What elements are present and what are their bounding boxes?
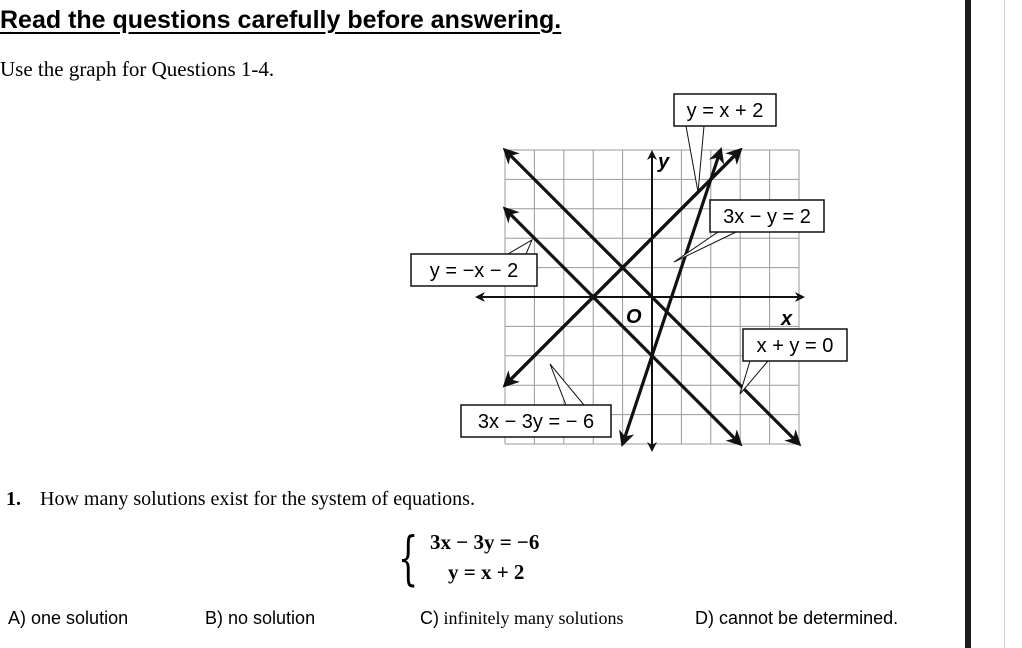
origin-label: O <box>626 306 642 328</box>
page-border-bar <box>965 0 971 648</box>
choice-d[interactable] <box>695 608 898 629</box>
coordinate-graph <box>400 84 860 464</box>
page-heading: Read the questions carefully before answering. <box>0 6 562 34</box>
choice-a[interactable] <box>8 608 128 629</box>
line-label-1 <box>674 94 776 126</box>
callout-pointer <box>508 240 532 254</box>
label-text: y = −x − 2 <box>429 260 519 282</box>
label-text: 3x − 3y = − 6 <box>477 411 595 433</box>
choice-letter: C) <box>420 608 439 628</box>
question-number: 1. <box>6 488 21 510</box>
line-label-2 <box>710 200 824 232</box>
choice-letter: D) <box>695 608 714 628</box>
equation-1: 3x − 3y = −6 <box>430 530 540 554</box>
equation-2: y = x + 2 <box>448 560 525 584</box>
question-text: How many solutions exist for the system of equations. <box>40 488 475 510</box>
callout-pointer <box>674 232 736 262</box>
line-label-3 <box>411 254 537 286</box>
label-text: x + y = 0 <box>756 335 834 357</box>
page-edge-line <box>1004 0 1005 648</box>
choice-text: infinitely many solutions <box>443 608 624 628</box>
equation-system <box>398 524 598 592</box>
choice-text: cannot be determined. <box>719 608 899 628</box>
choice-b[interactable] <box>205 608 315 629</box>
choice-letter: B) <box>205 608 223 628</box>
choice-text: no solution <box>228 608 316 628</box>
choice-c[interactable] <box>420 608 624 629</box>
y-axis-label: y <box>658 151 670 173</box>
callout-pointer <box>686 126 704 192</box>
callout-pointer <box>550 364 584 405</box>
label-pointers <box>508 126 768 405</box>
system-brace: { <box>398 524 419 592</box>
label-text: 3x − y = 2 <box>723 206 811 228</box>
line-label-5 <box>461 405 611 437</box>
graph-instructions: Use the graph for Questions 1-4. <box>0 57 275 81</box>
choice-letter: A) <box>8 608 26 628</box>
choice-text: one solution <box>31 608 129 628</box>
label-text: y = x + 2 <box>686 100 764 122</box>
x-axis-label: x <box>781 308 793 330</box>
line-label-4 <box>743 329 847 361</box>
callout-pointer <box>740 361 768 394</box>
